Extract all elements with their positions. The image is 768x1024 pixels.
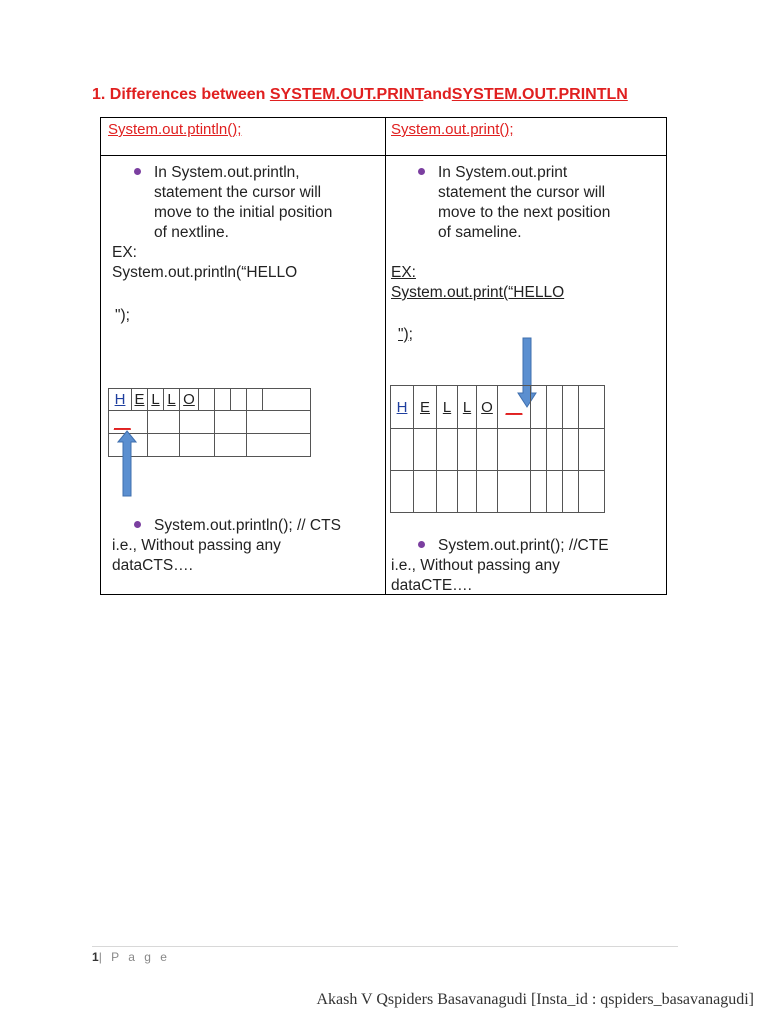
left-ex-code: System.out.println(“HELLO <box>112 264 298 281</box>
left-example <box>112 243 297 283</box>
right-char-grid <box>390 385 605 513</box>
grid-letter: H <box>114 391 126 408</box>
right-ex-code: System.out.print(“HELLO <box>391 284 565 301</box>
left-bullet1-line: statement the cursor will <box>154 184 322 201</box>
grid-letter: E <box>134 391 145 408</box>
right-bullet1-line: of sameline. <box>438 224 522 241</box>
right-ex-close: "); <box>398 326 413 343</box>
right-bullet1-line: statement the cursor will <box>438 184 606 201</box>
left-bullet2-line1: System.out.println(); // CTS <box>154 517 341 534</box>
grid-letter: L <box>151 391 160 408</box>
right-ex-label: EX: <box>391 264 416 281</box>
heading-number: 1. <box>92 86 106 103</box>
col1-header: System.out.ptintln(); <box>108 121 242 138</box>
grid-letter: L <box>167 391 176 408</box>
grid-letter: E <box>419 398 430 416</box>
heading-term-println: SYSTEM.OUT.PRINTLN <box>451 86 628 103</box>
bullet-dot-icon <box>134 521 141 528</box>
left-ex-close: "); <box>115 307 130 324</box>
page-number <box>92 950 170 964</box>
grid-letter: O <box>183 391 195 408</box>
right-bullet1-line: In System.out.print <box>438 164 568 181</box>
grid-letter: O <box>481 398 493 416</box>
author-credit: Akash V Qspiders Basavanagudi [Insta_id : qspiders_basavanagudi] <box>316 991 754 1008</box>
left-bullet1 <box>154 163 332 243</box>
heading-term-print: SYSTEM.OUT.PRINT <box>269 86 424 103</box>
grid-letter: H <box>396 398 408 416</box>
right-example <box>391 263 564 303</box>
right-bullet1-line: move to the next position <box>438 204 611 221</box>
bullet-dot-icon <box>134 168 141 175</box>
section-heading <box>92 86 628 104</box>
col2-header: System.out.print(); <box>391 121 514 138</box>
cursor-mark: __ <box>505 398 523 416</box>
heading-join: and <box>423 86 452 103</box>
left-ex-label: EX: <box>112 244 137 261</box>
page-number-value: 1 <box>92 950 99 964</box>
heading-prefix: Differences between <box>105 86 270 103</box>
left-bullet2-line: dataCTS…. <box>112 557 193 574</box>
page-label: | P a g e <box>98 950 170 964</box>
left-bullet1-line: In System.out.println, <box>154 164 300 181</box>
left-bullet2-rest <box>112 536 281 576</box>
left-bullet1-line: move to the initial position <box>154 204 333 221</box>
table-column-divider <box>385 118 386 594</box>
right-bullet2-rest <box>391 556 560 596</box>
left-char-grid <box>108 388 311 457</box>
bullet-dot-icon <box>418 168 425 175</box>
right-bullet2-line1: System.out.print(); //CTE <box>438 537 609 554</box>
grid-letter: L <box>442 398 452 416</box>
footer-divider <box>92 946 678 947</box>
right-bullet2-line: i.e., Without passing any <box>391 557 560 574</box>
comparison-table <box>100 117 667 595</box>
grid-letter: L <box>462 398 472 416</box>
right-bullet2-line: dataCTE…. <box>391 577 472 594</box>
bullet-dot-icon <box>418 541 425 548</box>
left-bullet2-line: i.e., Without passing any <box>112 537 281 554</box>
right-bullet1 <box>438 163 610 243</box>
cursor-mark: __ <box>114 413 131 431</box>
arrow-up-icon <box>117 430 137 498</box>
left-bullet1-line: of nextline. <box>154 224 229 241</box>
